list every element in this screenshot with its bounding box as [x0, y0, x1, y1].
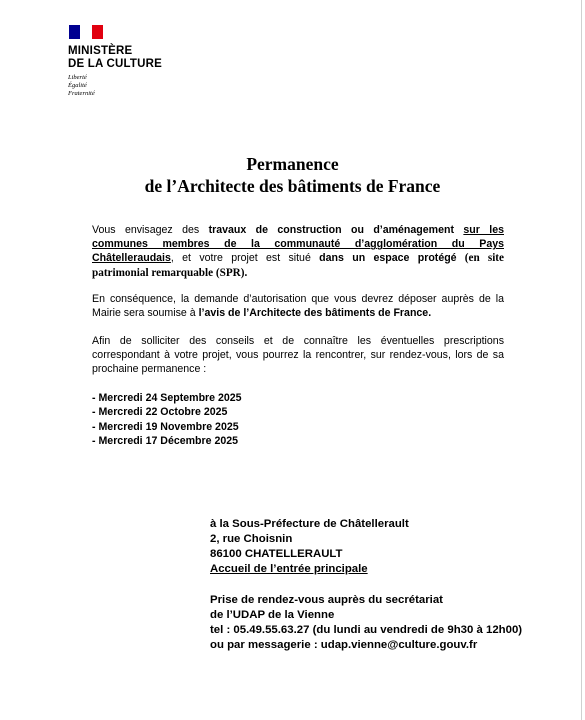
p2-abf-opinion: l’avis de l’Architecte des bâtiments de France. [198, 307, 432, 320]
contact-line-2: de l’UDAP de la Vienne [210, 609, 335, 621]
p1-communes: sur les communes membres de la communauté d’agglomération du Pays Châtelleraudais [92, 224, 504, 265]
paragraph-advice: Afin de solliciter des conseils et de connaître les éventuelles prescriptions correspondant à votre projet, vous pourrez la rencontrer, sur rendez-vous, lors de sa prochaine permanence : [92, 335, 504, 376]
dates-list [92, 391, 242, 448]
p2-text: En conséquence, la demande d’autorisation que vous devrez déposer auprès de la Mairie sera soumise à [92, 293, 504, 320]
address-line-4: Accueil de l’entrée principale [210, 563, 368, 575]
date-item: - Mercredi 19 Novembre 2025 [92, 420, 239, 433]
p1-space [454, 224, 463, 236]
title-line-1: Permanence [246, 154, 339, 174]
motto-egalite: Égalité [68, 82, 87, 89]
logo-line-1: MINISTÈRE [68, 45, 133, 57]
date-item: - Mercredi 17 Décembre 2025 [92, 434, 239, 447]
french-flag-icon [69, 25, 103, 39]
paragraph-project [92, 223, 504, 280]
p1-protected-space: dans un espace protégé [319, 252, 457, 265]
date-item: - Mercredi 22 Octobre 2025 [92, 406, 228, 419]
p1-text-2: , et votre projet est situé [170, 252, 320, 265]
paragraph-consequence [92, 292, 504, 320]
address-line-2: 2, rue Choisnin [210, 533, 293, 545]
logo-name [68, 45, 162, 71]
logo-line-2: DE LA CULTURE [68, 58, 162, 70]
contact-line-1: Prise de rendez-vous auprès du secrétariat [210, 594, 443, 606]
motto-fraternite: Fraternité [68, 90, 95, 97]
contact-phone: tel : 05.49.55.63.27 (du lundi au vendredi de 9h30 à 12h00) [210, 624, 523, 636]
address-line-3: 86100 CHATELLERAULT [210, 548, 343, 560]
date-item: - Mercredi 24 Septembre 2025 [92, 392, 242, 404]
p1-works: travaux de construction ou d’aménagement [208, 224, 454, 236]
motto-liberte: Liberté [68, 74, 87, 81]
ministry-logo [68, 25, 162, 98]
address-block [210, 517, 409, 577]
contact-block [210, 593, 522, 653]
address-line-1: à la Sous-Préfecture de Châtellerault [210, 518, 409, 530]
title-line-2: de l’Architecte des bâtiments de France [144, 176, 441, 196]
logo-motto [68, 74, 162, 98]
p1-text-1: Vous envisagez des [92, 224, 209, 236]
contact-email: ou par messagerie : udap.vienne@culture.gouv.fr [210, 639, 478, 651]
p1-spr: (en site patrimonial remarquable (SPR). [92, 252, 504, 279]
